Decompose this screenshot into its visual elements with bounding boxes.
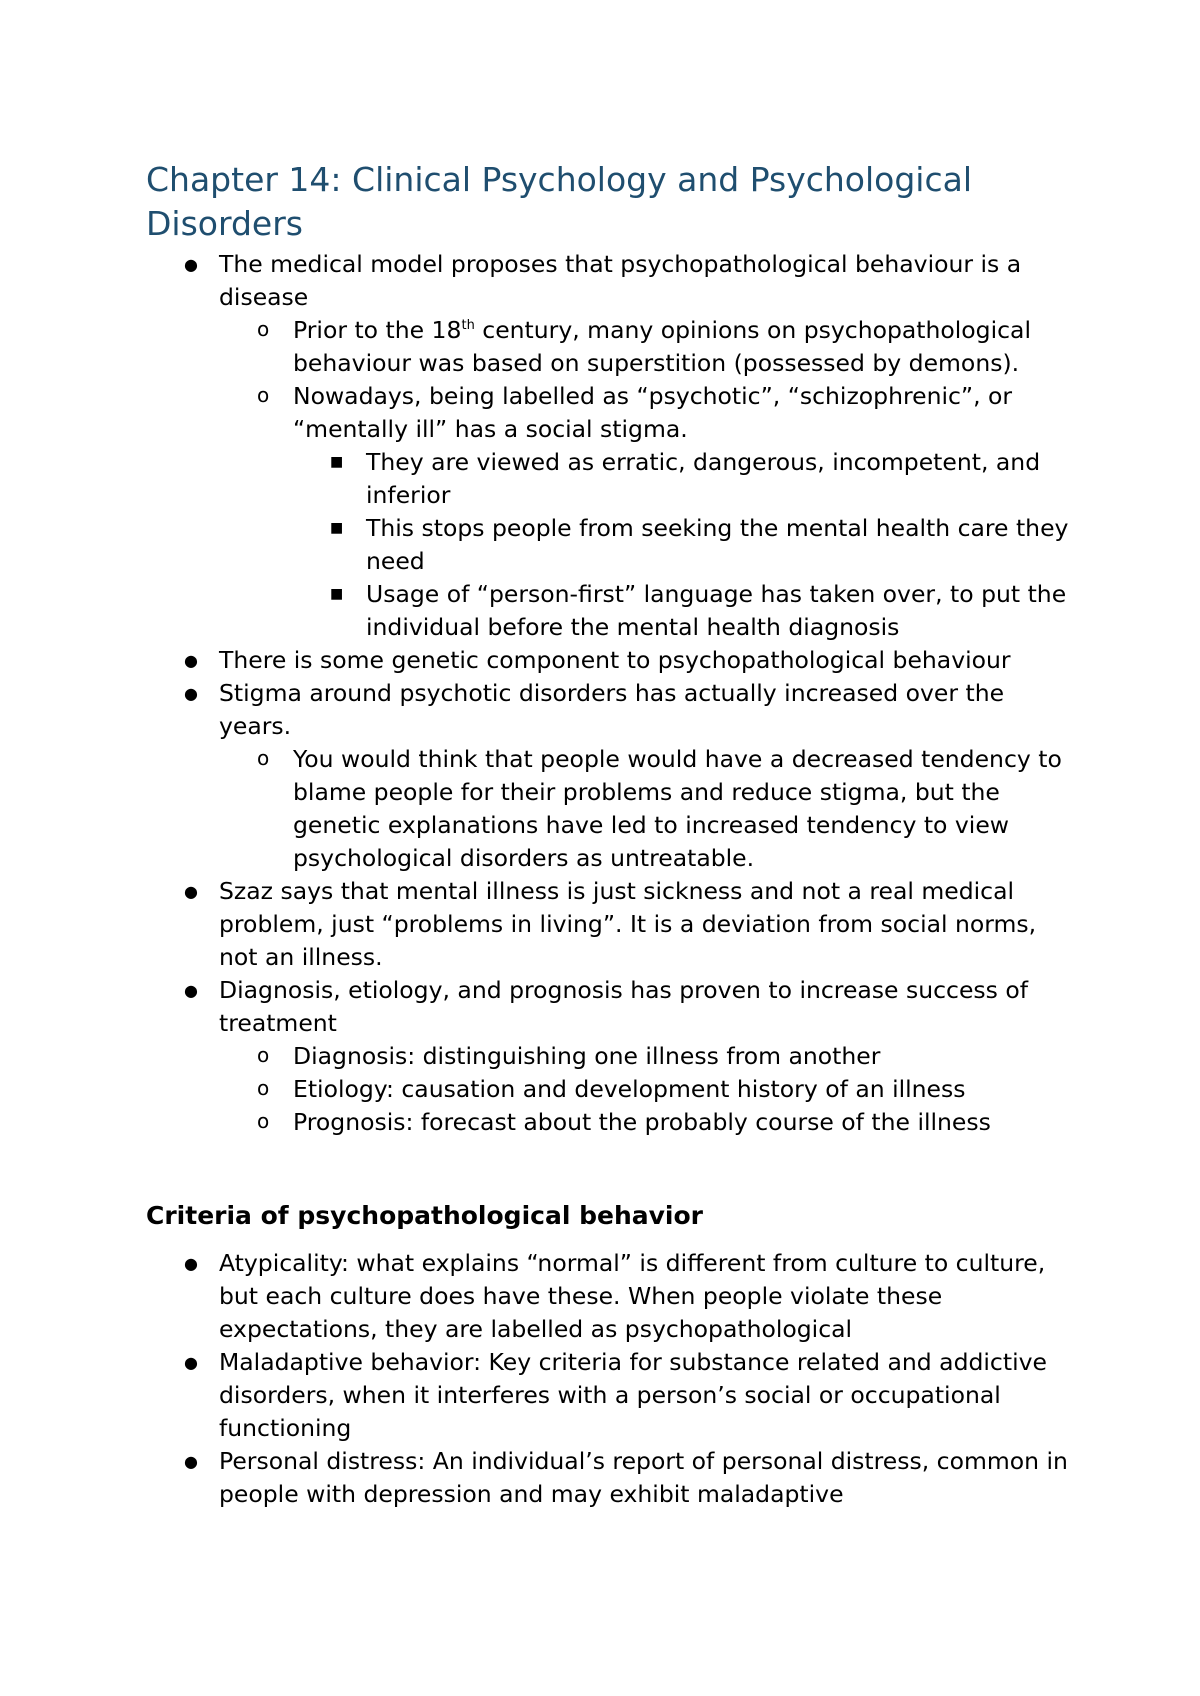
bullet-circle-icon: o	[257, 1076, 270, 1100]
bullet-disc-icon: ●	[184, 651, 198, 670]
list-item-text: Maladaptive behavior: Key criteria for substance related and addictive disorders, when it interferes with a person’s social or occupational functioning	[219, 1348, 1047, 1442]
bullet-disc-icon: ●	[184, 981, 198, 1000]
list-item-text: Personal distress: An individual’s report of personal distress, common in people with depression and may exhibit maladaptive	[219, 1447, 1068, 1508]
bullet-disc-icon: ●	[184, 882, 198, 901]
list-item	[146, 677, 1076, 743]
bullet-disc-icon: ●	[184, 1452, 198, 1471]
bullet-disc-icon: ●	[184, 1353, 198, 1372]
list-item	[146, 248, 1076, 314]
list-item	[146, 446, 1076, 512]
list-item-text: Prognosis: forecast about the probably course of the illness	[293, 1108, 991, 1136]
list-item	[146, 380, 1076, 446]
bullet-circle-icon: o	[257, 746, 270, 770]
list-item	[146, 1106, 1076, 1139]
bullet-circle-icon: o	[257, 1109, 270, 1133]
list-item-text: Etiology: causation and development history of an illness	[293, 1075, 966, 1103]
list-item	[146, 1445, 1076, 1511]
list-item	[146, 875, 1076, 974]
list-item-text: Usage of “person-first” language has taken over, to put the individual before the mental health diagnosis	[366, 580, 1067, 641]
bullet-square-icon: ■	[330, 454, 344, 470]
list-item-text: Atypicality: what explains “normal” is different from culture to culture, but each culture does have these. When people violate these expectations, they are labelled as psychopathological	[219, 1249, 1046, 1343]
list-item-text: The medical model proposes that psychopathological behaviour is a disease	[219, 250, 1022, 311]
list-item-text: Diagnosis: distinguishing one illness from another	[293, 1042, 881, 1070]
list-item	[146, 644, 1076, 677]
section-heading: Criteria of psychopathological behavior	[146, 1201, 703, 1230]
list-item	[146, 1346, 1076, 1445]
list-item-text: They are viewed as erratic, dangerous, incompetent, and inferior	[366, 448, 1041, 509]
list-item	[146, 743, 1076, 875]
criteria-bullet-list	[146, 1247, 1076, 1511]
chapter-bullet-list	[146, 248, 1076, 1139]
list-item	[146, 1040, 1076, 1073]
bullet-square-icon: ■	[330, 586, 344, 602]
bullet-circle-icon: o	[257, 1043, 270, 1067]
list-item-text: Diagnosis, etiology, and prognosis has proven to increase success of treatment	[219, 976, 1029, 1037]
list-item	[146, 512, 1076, 578]
bullet-disc-icon: ●	[184, 255, 198, 274]
bullet-square-icon: ■	[330, 520, 344, 536]
list-item-text: Stigma around psychotic disorders has actually increased over the years.	[219, 679, 1005, 740]
bullet-circle-icon: o	[257, 317, 270, 341]
list-item-text: There is some genetic component to psychopathological behaviour	[219, 646, 1011, 674]
superscript: th	[461, 318, 475, 334]
list-item-text: Szaz says that mental illness is just sickness and not a real medical problem, just “problems in living”. It is a deviation from social norms, not an illness.	[219, 877, 1037, 971]
section-spacer	[146, 1139, 1076, 1195]
document-body	[146, 158, 1076, 1511]
list-item-text: Prior to the 18th century, many opinions on psychopathological behaviour was based on superstition (possessed by demons).	[293, 316, 1031, 377]
list-item-text: You would think that people would have a decreased tendency to blame people for their problems and reduce stigma, but the genetic explanations have led to increased tendency to view psychological disorders as untreatable.	[293, 745, 1062, 872]
list-item-text: This stops people from seeking the mental health care they need	[366, 514, 1069, 575]
list-item-text: Nowadays, being labelled as “psychotic”, “schizophrenic”, or “mentally ill” has a social stigma.	[293, 382, 1013, 443]
list-item	[146, 1247, 1076, 1346]
bullet-circle-icon: o	[257, 383, 270, 407]
list-item	[146, 1073, 1076, 1106]
chapter-heading: Chapter 14: Clinical Psychology and Psychological Disorders	[146, 160, 972, 243]
bullet-disc-icon: ●	[184, 1254, 198, 1273]
list-item	[146, 578, 1076, 644]
bullet-disc-icon: ●	[184, 684, 198, 703]
list-item	[146, 974, 1076, 1040]
list-item	[146, 314, 1076, 380]
